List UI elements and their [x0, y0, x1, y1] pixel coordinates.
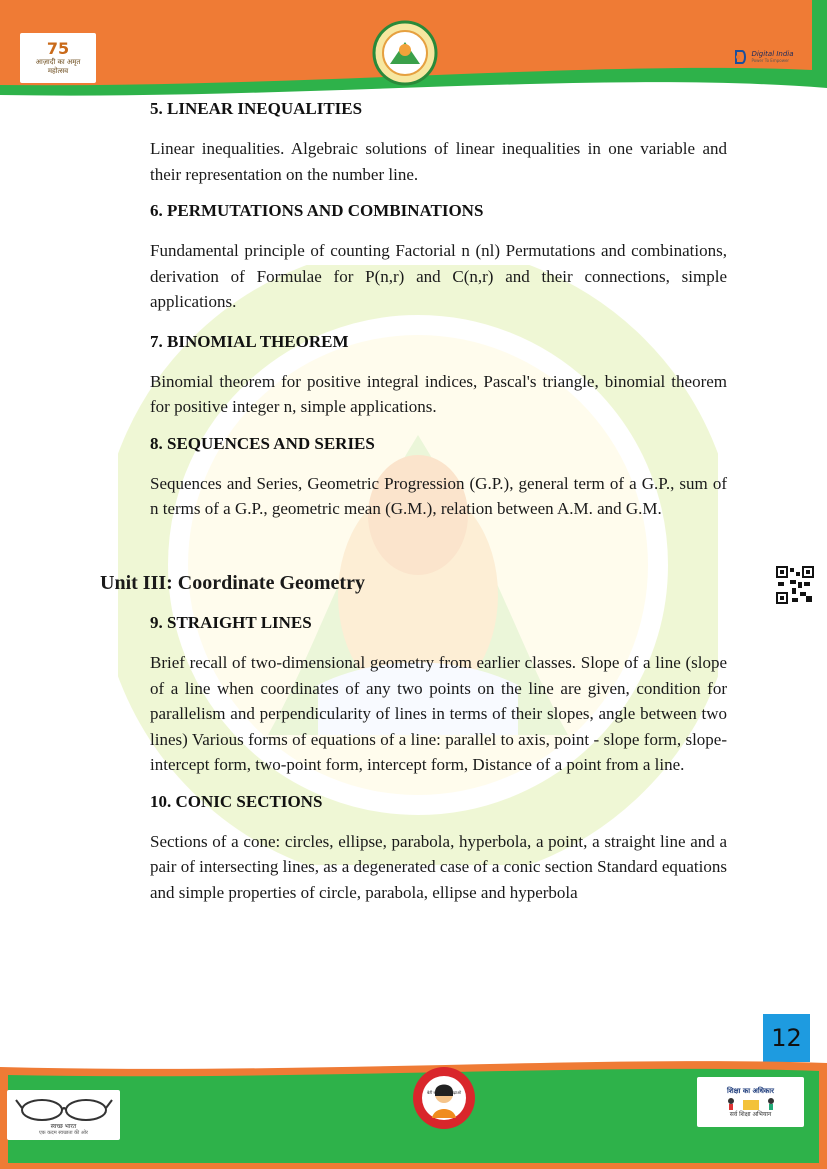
azadi-logo-number: 75	[46, 39, 70, 58]
section-10	[150, 791, 727, 906]
section-7	[150, 331, 727, 420]
section-body: Sequences and Series, Geometric Progression (G.P.), general term of a G.P., sum of n terms of a G.P., geometric mean (G.M.), relation between A.M. and G.M.	[150, 473, 727, 518]
section-title: 7. BINOMIAL THEOREM	[150, 331, 349, 351]
board-emblem-logo	[372, 20, 438, 86]
syllabus-content	[150, 98, 727, 522]
section-body: Sections of a cone: circles, ellipse, parabola, hyperbola, a point, a straight line and a pair of intersecting lines, as a degenerated case of a conic section Standard equations and simple properties of circle, parabola, ellipse and hyperbola	[150, 831, 727, 902]
unit-title: Unit III: Coordinate Geometry	[100, 572, 365, 594]
swachh-bharat-logo	[7, 1090, 120, 1140]
digital-india-logo	[728, 45, 800, 69]
spectacles-icon	[14, 1094, 114, 1122]
shiksha-ka-adhikar-logo	[697, 1077, 804, 1127]
section-title: 8. SEQUENCES AND SERIES	[150, 433, 375, 453]
qr-code[interactable]	[776, 566, 814, 604]
page-number: 12	[763, 1014, 810, 1062]
beti-bachao-label: बेटी बचाओ बेटी पढ़ाओ	[426, 1090, 462, 1095]
beti-bachao-logo	[412, 1066, 476, 1130]
azadi-logo	[20, 33, 96, 83]
children-icon	[721, 1096, 781, 1110]
section-body: Linear inequalities. Algebraic solutions of linear inequalities in one variable and their representation on the number line.	[150, 139, 727, 184]
section-5	[150, 98, 727, 187]
digital-india-tagline: Power To Empower	[751, 58, 790, 63]
shiksha-ka-adhikar-tagline: सर्व शिक्षा अभियान	[729, 1110, 772, 1118]
section-body: Fundamental principle of counting Factorial n (nl) Permutations and combinations, derivation of Formulae for P(n,r) and C(n,r) and their connections, simple applications.	[150, 241, 727, 311]
section-title: 5. LINEAR INEQUALITIES	[150, 99, 363, 118]
shiksha-ka-adhikar-label: शिक्षा का अधिकार	[727, 1086, 774, 1095]
beti-bachao-emblem	[412, 1066, 476, 1130]
digital-india-label: Digital India	[751, 50, 794, 58]
section-9	[150, 612, 727, 778]
swachh-bharat-tagline: एक कदम स्वच्छता की ओर	[39, 1130, 88, 1136]
section-title: 9. STRAIGHT LINES	[150, 613, 312, 632]
swachh-bharat-label: स्वच्छ भारत	[50, 1123, 77, 1130]
section-title: 6. PERMUTATIONS AND COMBINATIONS	[150, 201, 484, 220]
section-8	[150, 433, 727, 522]
digital-india-icon	[734, 49, 748, 65]
azadi-logo-text: आज़ादी का अमृत महोत्सव	[35, 58, 81, 75]
section-body: Binomial theorem for positive integral indices, Pascal's triangle, binomial theorem for positive integer n, simple applications.	[150, 371, 727, 416]
section-body: Brief recall of two-dimensional geometry from earlier classes. Slope of a line (slope of a line when coordinates of any two points on the line are given, condition for parallelism and perpendicularity of lines in terms of their slopes, angle between two lines) Various forms of equations of a line: parallel to axis, point - slope form, slope-intercept form, two-point form, intercept form, Distance of a point from a line.	[150, 653, 727, 774]
section-title: 10. CONIC SECTIONS	[150, 791, 323, 811]
section-6	[150, 200, 727, 315]
syllabus-content-unit-3	[150, 612, 727, 905]
